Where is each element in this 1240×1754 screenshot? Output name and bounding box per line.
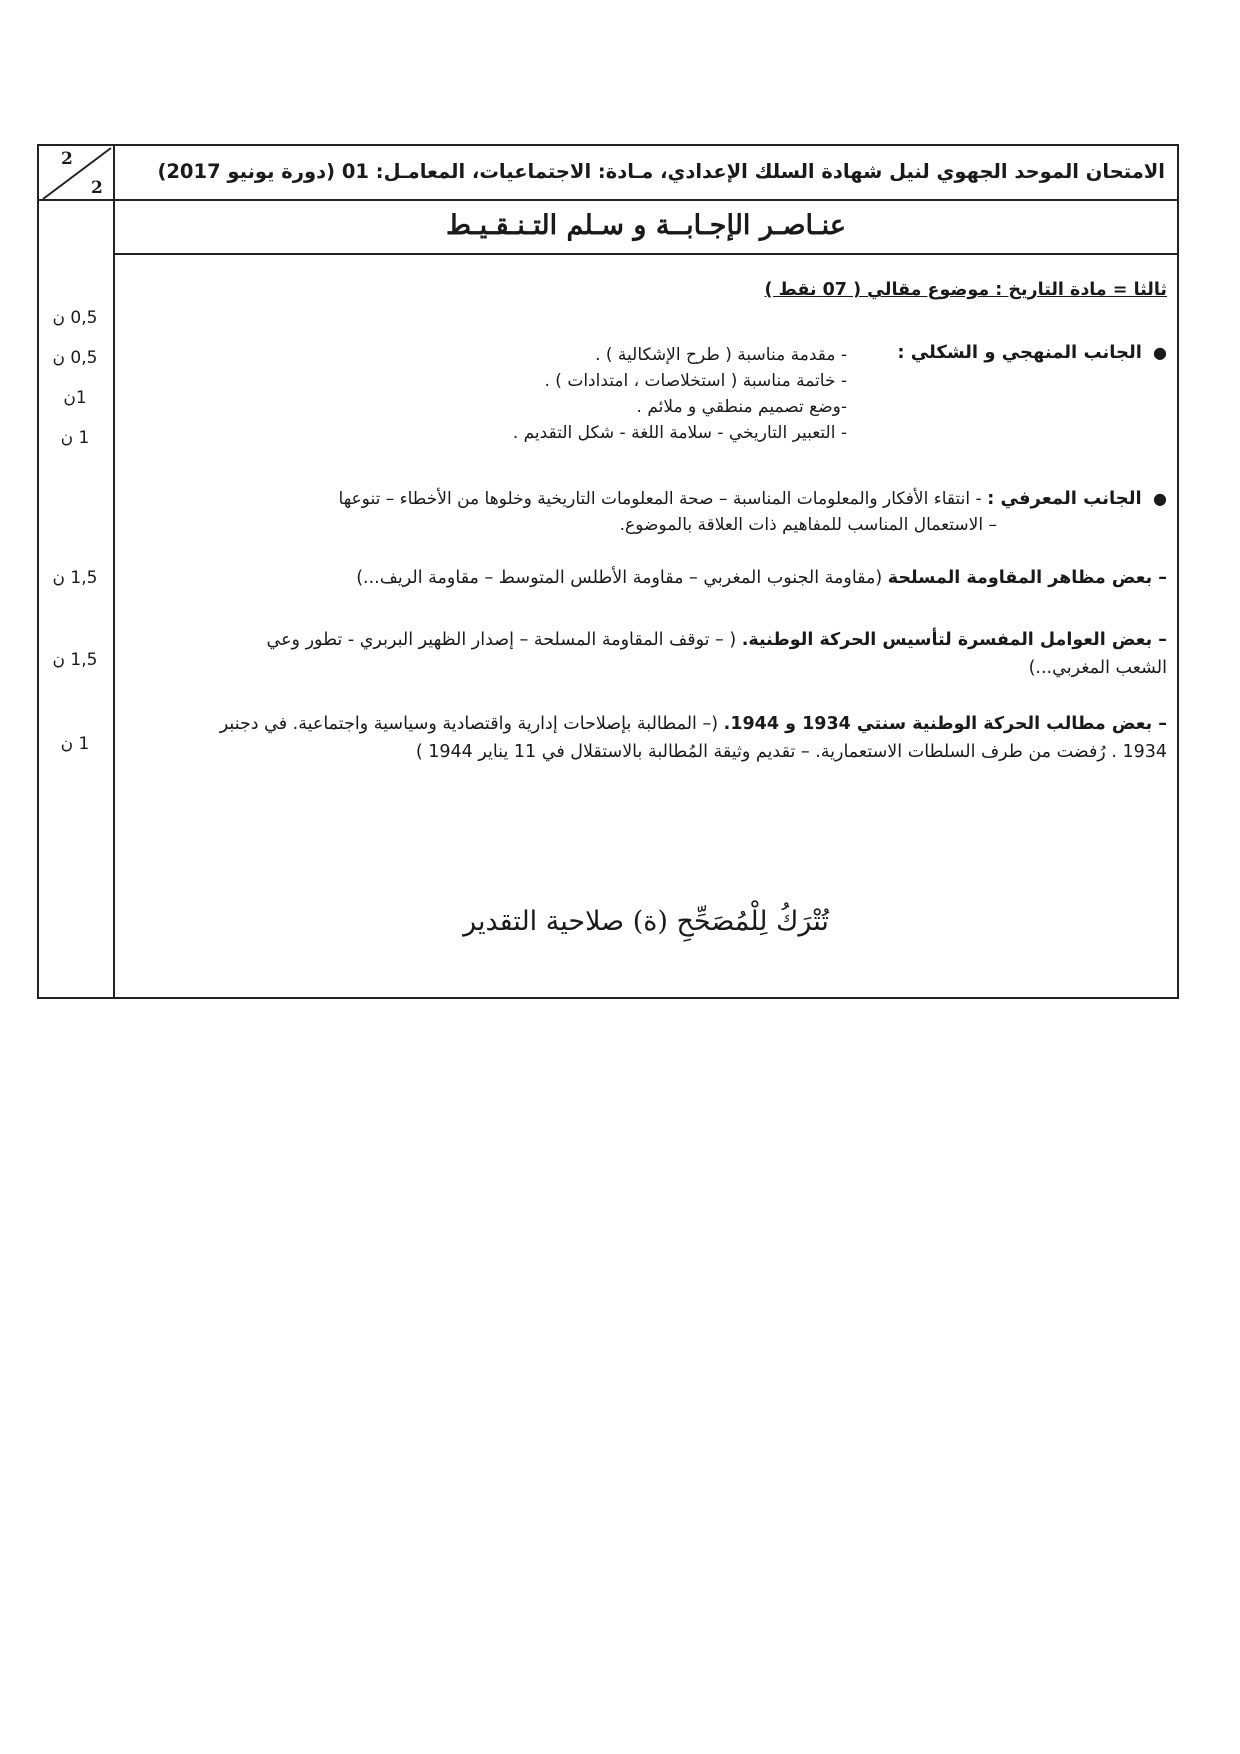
list-item: - التعبير التاريخي - سلامة اللغة - شكل التقديم .	[512, 423, 847, 443]
knowledge-line-1	[207, 486, 1167, 512]
point-text: (مقاومة الجنوب المغربي – مقاومة الأطلس المتوسط – مقاومة الريف...)	[356, 568, 883, 588]
point-national-movement-demands	[197, 710, 1167, 766]
score-column	[39, 146, 115, 997]
list-item: - خاتمة مناسبة ( استخلاصات ، امتدادات ) .	[544, 371, 847, 391]
point-national-movement-factors	[237, 626, 1167, 682]
knowledge-text-2: – الاستعمال المناسب للمفاهيم ذات العلاقة بالموضوع.	[619, 515, 997, 535]
exam-header: الامتحان الموحد الجهوي لنيل شهادة السلك الإعدادي، مـادة: الاجتماعيات، المعامـل: 01 (دورة يونيو 2017)	[115, 146, 1177, 201]
point-armed-resistance	[207, 564, 1167, 592]
grader-discretion-note: تُتْرَكُ لِلْمُصَحِّحِ (ة) صلاحية التقدير	[463, 906, 829, 937]
knowledge-label: الجانب المعرفي :	[987, 488, 1142, 509]
page-number-cell	[39, 146, 113, 201]
point-title: – بعض مظاهر المقاومة المسلحة	[887, 568, 1167, 588]
page-total: 2	[91, 178, 103, 198]
main-content	[115, 146, 1177, 997]
bullet-icon: ●	[1153, 343, 1167, 362]
methodological-label: الجانب المنهجي و الشكلي :	[897, 342, 1142, 363]
list-item: - مقدمة مناسبة ( طرح الإشكالية ) .	[595, 345, 847, 365]
score-conclusion: 0,5 ن	[52, 348, 98, 368]
answer-key-sheet	[37, 144, 1179, 999]
knowledge-text-1: - انتقاء الأفكار والمعلومات المناسبة – صحة المعلومات التاريخية وخلوها من الأخطاء – تنوعها	[338, 489, 982, 509]
score-intro: 0,5 ن	[52, 308, 98, 328]
point-title: – بعض العوامل المفسرة لتأسيس الحركة الوطنية.	[741, 630, 1167, 650]
score-armed-resistance: 1,5 ن	[52, 568, 98, 588]
score-plan: 1ن	[63, 388, 87, 408]
score-national-movement-factors: 1,5 ن	[52, 650, 98, 670]
score-national-movement-demands: 1 ن	[60, 734, 90, 754]
point-title: – بعض مطالب الحركة الوطنية سنتي 1934 و 1944.	[723, 714, 1167, 734]
page-title: عنـاصـر الإجـابــة و سـلم التـنـقـيـط	[115, 201, 1177, 255]
knowledge-block	[207, 486, 1167, 538]
point-text: ( – توقف المقاومة المسلحة – إصدار الظهير البربري - تطور وعي الشعب المغربي...)	[266, 630, 1167, 678]
methodological-label-row	[897, 342, 1167, 363]
bullet-icon: ●	[1153, 489, 1167, 508]
section-heading: ثالثا = مادة التاريخ : موضوع مقالي ( 07 نقط )	[764, 280, 1167, 300]
score-expression: 1 ن	[60, 428, 90, 448]
methodological-items	[513, 342, 847, 446]
list-item: -وضع تصميم منطقي و ملائم .	[636, 397, 847, 417]
page-current: 2	[61, 149, 73, 169]
point-text: (– المطالبة بإصلاحات إدارية واقتصادية وسياسية واجتماعية. في دجنبر 1934 . رُفضت من طرف السلطات الاستعمارية. – تقديم وثيقة المُطالبة بالاستقلال في 11 يناير 1944 )	[219, 714, 1167, 762]
